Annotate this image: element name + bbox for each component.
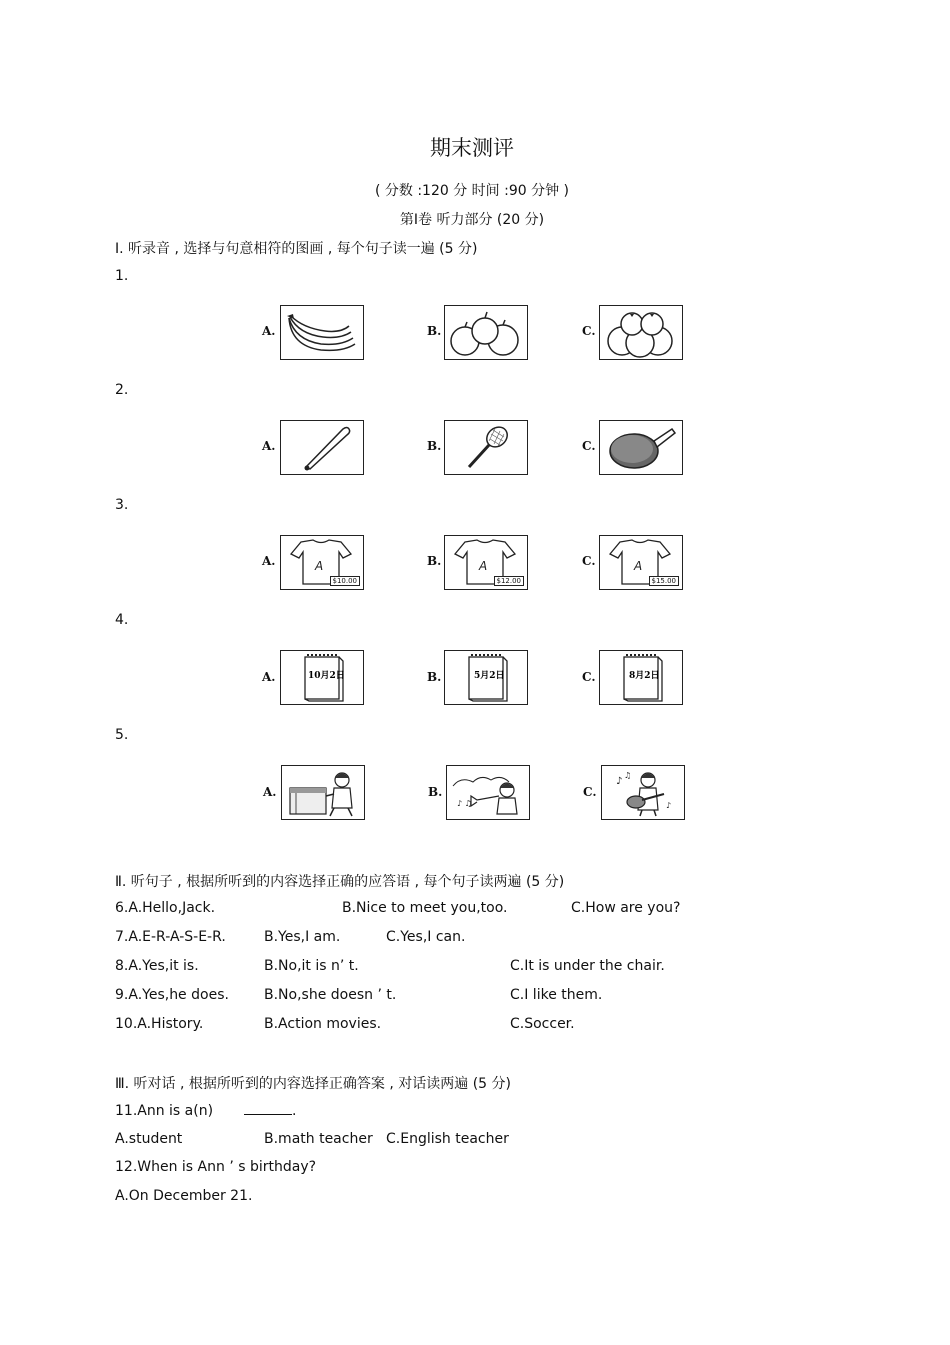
answer-option: B.No,she doesn ’ t. [264,987,397,1003]
option-picture[interactable] [280,420,364,475]
question-11-end: . [291,1103,297,1119]
price-tag: $10.00 [330,576,361,586]
option-letter: B. [428,785,443,799]
option-picture[interactable] [280,650,364,705]
svg-text:♪: ♪ [666,801,672,810]
price-tag: $12.00 [494,576,525,586]
guitar-boy-icon [602,766,684,819]
answer-option: 6.A.Hello,Jack. [115,900,216,916]
piano-boy-icon [282,766,364,819]
price-tag: $15.00 [649,576,680,586]
answer-option: C.How are you? [571,900,681,916]
calendar-date: 10月2日 [308,671,345,681]
answer-option: B.Nice to meet you,too. [342,900,508,916]
answer-option: C.Yes,I can. [386,929,466,945]
option-letter: A. [262,554,276,568]
answer-option: A.On December 21. [115,1188,253,1204]
option-picture[interactable] [444,650,528,705]
option-picture[interactable] [281,765,365,820]
answer-option: B.No,it is n’ t. [264,958,359,974]
answer-option: C.Soccer. [510,1016,575,1032]
answer-option: C.I like them. [510,987,603,1003]
page-title: 期末测评 [430,136,514,160]
svg-text:♫: ♫ [624,771,632,780]
option-letter: B. [427,670,442,684]
question-12: 12.When is Ann ’ s birthday? [115,1159,317,1175]
question-number: 2. [115,382,129,398]
option-letter: C. [583,785,597,799]
svg-text:♪: ♪ [616,776,623,787]
volume-heading: 第Ⅰ卷 听力部分 (20 分) [399,212,545,228]
baseball-bat-icon [281,421,363,474]
option-picture[interactable] [599,305,683,360]
option-letter: B. [427,554,442,568]
option-picture[interactable] [444,305,528,360]
answer-option: 9.A.Yes,he does. [115,987,229,1003]
option-letter: C. [582,554,596,568]
option-picture[interactable] [446,765,530,820]
question-11-text: 11.Ann is a(n) [115,1103,214,1119]
answer-option: B.math teacher [264,1131,373,1147]
option-letter: B. [427,324,442,338]
section1-heading: Ⅰ. 听录音 , 选择与句意相符的图画 , 每个句子读一遍 (5 分) [115,241,478,257]
option-picture[interactable] [280,535,364,590]
question-number: 4. [115,612,129,628]
answer-option: 10.A.History. [115,1016,204,1032]
option-picture[interactable] [599,420,683,475]
answer-option: B.Action movies. [264,1016,382,1032]
option-letter: B. [427,439,442,453]
calendar-icon [445,651,527,704]
option-letter: A. [262,324,276,338]
answer-option: 7.A.E-R-A-S-E-R. [115,929,226,945]
question-number: 5. [115,727,129,743]
option-picture[interactable] [599,535,683,590]
calendar-date: 8月2日 [629,671,660,681]
svg-text:A: A [315,559,324,573]
bananas-icon [281,306,363,359]
answer-blank[interactable] [244,1102,292,1115]
question-11 [115,1102,296,1119]
option-letter: A. [263,785,277,799]
score-time-line: ( 分数 :120 分 时间 :90 分钟 ) [374,183,570,199]
answer-option: C.It is under the chair. [510,958,665,974]
svg-text:A: A [479,559,488,573]
option-letter: A. [262,439,276,453]
svg-text:♪ ♫: ♪ ♫ [457,799,472,808]
ping-pong-paddle-icon [600,421,682,474]
option-picture[interactable] [444,535,528,590]
question-number: 1. [115,268,129,284]
svg-text:A: A [634,559,643,573]
tennis-racket-icon [445,421,527,474]
option-letter: C. [582,670,596,684]
option-picture[interactable] [280,305,364,360]
calendar-icon [281,651,363,704]
question-number: 3. [115,497,129,513]
option-letter: C. [582,439,596,453]
option-picture[interactable] [599,650,683,705]
answer-option: 8.A.Yes,it is. [115,958,199,974]
section2-heading: Ⅱ. 听句子 , 根据所听到的内容选择正确的应答语 , 每个句子读两遍 (5 分) [115,874,565,890]
trumpet-boy-icon [447,766,529,819]
option-letter: A. [262,670,276,684]
calendar-icon [600,651,682,704]
calendar-date: 5月2日 [474,671,505,681]
oranges-icon [600,306,682,359]
apples-icon [445,306,527,359]
answer-option: C.English teacher [386,1131,509,1147]
section3-heading: Ⅲ. 听对话 , 根据所听到的内容选择正确答案 , 对话读两遍 (5 分) [115,1076,511,1092]
option-picture[interactable] [601,765,685,820]
answer-option: A.student [115,1131,183,1147]
answer-option: B.Yes,I am. [264,929,341,945]
option-letter: C. [582,324,596,338]
option-picture[interactable] [444,420,528,475]
